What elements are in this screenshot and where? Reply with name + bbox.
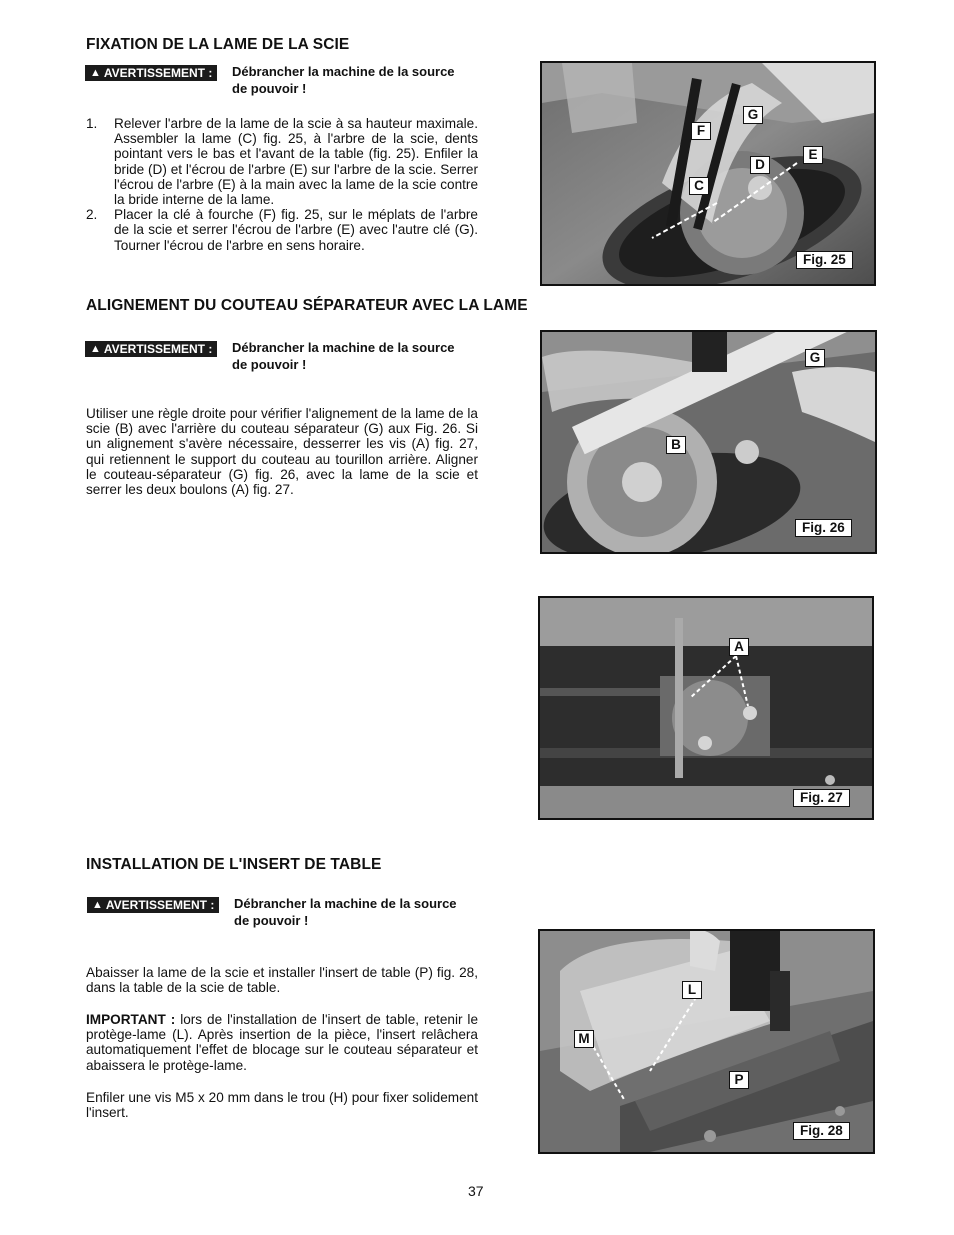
insert-paragraph-1: Abaisser la lame de la scie et installer l'insert de table (P) fig. 28, dans la table de la scie de table. — [86, 965, 478, 996]
figure-26 — [540, 330, 877, 554]
callout-p: P — [729, 1071, 749, 1089]
callout-l: L — [682, 981, 702, 999]
figure-label: Fig. 26 — [795, 519, 852, 537]
callout-c: C — [689, 177, 709, 195]
warning-text — [232, 63, 455, 97]
figure-label: Fig. 27 — [793, 789, 850, 807]
step-number: 2. — [86, 207, 98, 223]
warning-text-line: de pouvoir ! — [232, 81, 307, 96]
warning-badge-label: AVERTISSEMENT : — [103, 66, 213, 80]
section-title-riving: ALIGNEMENT DU COUTEAU SÉPARATEUR AVEC LA LAME — [86, 297, 528, 314]
warning-badge-label: AVERTISSEMENT : — [103, 342, 213, 356]
warning-text-line: Débrancher la machine de la source — [234, 896, 457, 911]
callout-m: M — [574, 1030, 594, 1048]
warning-text — [232, 339, 455, 373]
callout-g: G — [805, 349, 825, 367]
callout-f: F — [691, 122, 711, 140]
figure-label: Fig. 28 — [793, 1122, 850, 1140]
callout-b: B — [666, 436, 686, 454]
callout-d: D — [750, 156, 770, 174]
warning-text-line: Débrancher la machine de la source — [232, 64, 455, 79]
warning-text-line: de pouvoir ! — [232, 357, 307, 372]
insert-paragraph-2 — [86, 1012, 478, 1073]
figure-25 — [540, 61, 876, 286]
page-number: 37 — [468, 1183, 484, 1199]
step-number: 1. — [86, 116, 98, 131]
section-title-blade: FIXATION DE LA LAME DE LA SCIE — [86, 36, 350, 53]
section-title-insert: INSTALLATION DE L'INSERT DE TABLE — [86, 856, 382, 873]
step-item — [86, 207, 478, 253]
callout-e: E — [803, 146, 823, 164]
step-text: Placer la clé à fourche (F) fig. 25, sur le méplats de l'arbre de la scie et serrer l'écrou de l'arbre (E) avec l'autre clé (G). Tourner l'écrou de l'arbre en sens horaire. — [114, 207, 478, 253]
insert-paragraph-3: Enfiler une vis M5 x 20 mm dans le trou (H) pour fixer solidement l'insert. — [86, 1090, 478, 1121]
warning-badge — [87, 897, 219, 913]
warning-text-line: de pouvoir ! — [234, 913, 309, 928]
callout-a: A — [729, 638, 749, 656]
important-text: lors de l'installation de l'insert de table, retenir le protège-lame (L). Après insertion de la pièce, l'insert relâchera automatiquement l'effet de blocage sur le couteau séparateur et abaissera le protège-lame. — [86, 1012, 479, 1073]
warning-text-line: Débrancher la machine de la source — [232, 340, 455, 355]
figure-27-photo — [540, 598, 872, 818]
step-text: Relever l'arbre de la lame de la scie à sa hauteur maximale. Assembler la lame (C) fig. 25, à l'arbre de la scie, dents pointant vers le bas et l'avant de la table (fig. 25). Enfiler la bride (D) et l'écrou de l'arbre (E) sur l'arbre de la scie. Serrer l'écrou de l'arbre (E) à la main avec la lame de la scie contre la bride interne de la lame. — [114, 116, 478, 208]
blade-steps — [86, 116, 478, 253]
step-item — [86, 116, 478, 207]
figure-27 — [538, 596, 874, 820]
warning-triangle-icon: ▲ — [90, 343, 101, 355]
warning-badge-label: AVERTISSEMENT : — [105, 898, 215, 912]
warning-text — [234, 895, 457, 929]
warning-triangle-icon: ▲ — [90, 67, 101, 79]
riving-paragraph: Utiliser une règle droite pour vérifier l'alignement de la lame de la scie (B) avec l'arrière du couteau séparateur (G) aux Fig. 26. Si un alignement s'avère nécessaire, desserrer les vis (A) fig. 27, qui retiennent le support du couteau au tourillon arrière. Aligner le couteau-séparateur (G) fig. 26, avec la lame de la scie et serrer les deux boulons (A) fig. 27. — [86, 406, 478, 498]
figure-28 — [538, 929, 875, 1154]
warning-badge — [85, 341, 217, 357]
important-label: IMPORTANT : — [86, 1012, 176, 1027]
warning-badge — [85, 65, 217, 81]
figure-label: Fig. 25 — [796, 251, 853, 269]
callout-g: G — [743, 106, 763, 124]
warning-triangle-icon: ▲ — [92, 899, 103, 911]
